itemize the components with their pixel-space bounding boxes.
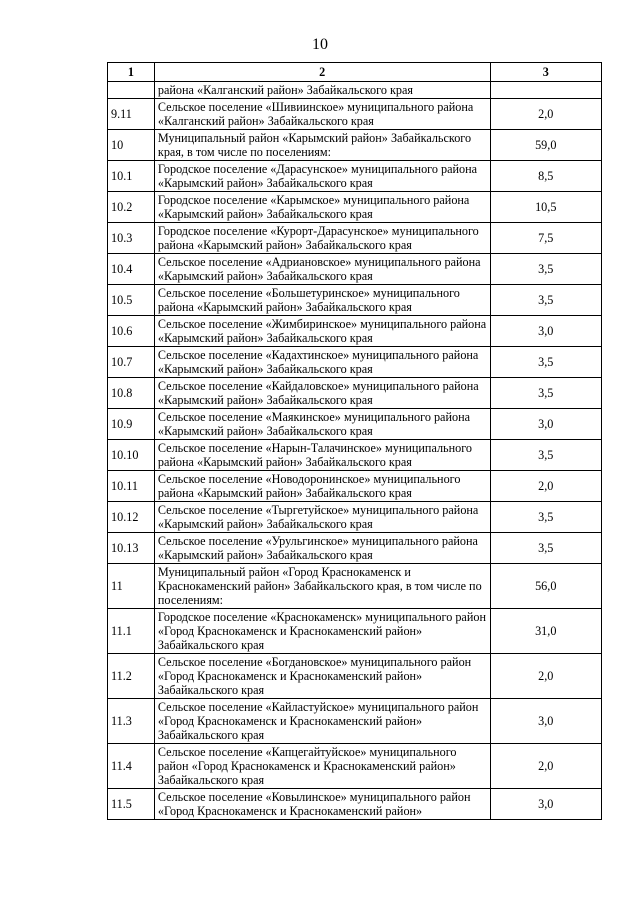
table-row <box>108 789 602 820</box>
column-header-1: 1 <box>108 63 155 82</box>
table-row <box>108 654 602 699</box>
row-number-cell: 10.4 <box>108 254 155 285</box>
row-number-cell: 11.4 <box>108 744 155 789</box>
table-row <box>108 744 602 789</box>
row-value-cell: 3,5 <box>490 533 602 564</box>
row-number-cell: 11.1 <box>108 609 155 654</box>
table-body <box>108 82 602 820</box>
row-name-cell: Муниципальный район «Город Краснокаменск и Краснокаменский район» Забайкальского края, в том числе по поселениям: <box>154 564 490 609</box>
table-row <box>108 378 602 409</box>
settlements-table <box>107 62 602 820</box>
page-number: 10 <box>312 36 328 53</box>
row-name-cell: Городское поселение «Дарасунское» муниципального района «Карымский район» Забайкальского края <box>154 161 490 192</box>
row-name-cell: Сельское поселение «Кайластуйское» муниципального район «Город Краснокаменск и Краснокаменский район» Забайкальского края <box>154 699 490 744</box>
row-name-cell: Сельское поселение «Капцегайтуйское» муниципального район «Город Краснокаменск и Краснокаменский район» Забайкальского края <box>154 744 490 789</box>
row-name-cell: Сельское поселение «Новодоронинское» муниципального района «Карымский район» Забайкальского края <box>154 471 490 502</box>
row-number-cell: 11.2 <box>108 654 155 699</box>
row-value-cell: 59,0 <box>490 130 602 161</box>
column-header-3: 3 <box>490 63 602 82</box>
row-number-cell: 10.2 <box>108 192 155 223</box>
row-value-cell: 8,5 <box>490 161 602 192</box>
row-value-cell: 3,5 <box>490 285 602 316</box>
row-value-cell: 3,5 <box>490 347 602 378</box>
row-name-cell: Городское поселение «Карымское» муниципального района «Карымский район» Забайкальского края <box>154 192 490 223</box>
row-number-cell: 10.11 <box>108 471 155 502</box>
table-row <box>108 409 602 440</box>
row-number-cell: 10.6 <box>108 316 155 347</box>
table-row <box>108 471 602 502</box>
row-name-cell: Сельское поселение «Тыргетуйское» муниципального района «Карымский район» Забайкальского края <box>154 502 490 533</box>
row-name-cell: Сельское поселение «Урульгинское» муниципального района «Карымский район» Забайкальского края <box>154 533 490 564</box>
row-name-cell: Сельское поселение «Кайдаловское» муниципального района «Карымский район» Забайкальского края <box>154 378 490 409</box>
row-value-cell: 10,5 <box>490 192 602 223</box>
row-number-cell: 10.7 <box>108 347 155 378</box>
table-row <box>108 533 602 564</box>
table-row <box>108 699 602 744</box>
table-row <box>108 192 602 223</box>
row-value-cell: 3,5 <box>490 254 602 285</box>
row-name-cell: Городское поселение «Курорт-Дарасунское» муниципального района «Карымский район» Забайкальского края <box>154 223 490 254</box>
row-number-cell: 10.8 <box>108 378 155 409</box>
row-name-cell: Сельское поселение «Кадахтинское» муниципального района «Карымский район» Забайкальского края <box>154 347 490 378</box>
row-value-cell: 56,0 <box>490 564 602 609</box>
row-name-cell: Сельское поселение «Нарын-Талачинское» муниципального района «Карымский район» Забайкальского края <box>154 440 490 471</box>
row-number-cell: 10.5 <box>108 285 155 316</box>
row-value-cell: 3,5 <box>490 440 602 471</box>
row-name-cell: Сельское поселение «Маякинское» муниципального района «Карымский район» Забайкальского края <box>154 409 490 440</box>
table-header-row <box>108 63 602 82</box>
row-number-cell: 11.5 <box>108 789 155 820</box>
row-value-cell: 3,0 <box>490 409 602 440</box>
column-header-2: 2 <box>154 63 490 82</box>
row-value-cell: 31,0 <box>490 609 602 654</box>
row-number-cell: 10.10 <box>108 440 155 471</box>
row-number-cell <box>108 82 155 99</box>
row-value-cell: 3,0 <box>490 699 602 744</box>
row-value-cell: 2,0 <box>490 744 602 789</box>
row-name-cell: Сельское поселение «Большетуринское» муниципального района «Карымский район» Забайкальского края <box>154 285 490 316</box>
table-row <box>108 285 602 316</box>
row-value-cell: 3,5 <box>490 502 602 533</box>
row-name-cell: Сельское поселение «Ковылинское» муниципального район «Город Краснокаменск и Краснокаменский район» <box>154 789 490 820</box>
table-row <box>108 502 602 533</box>
table-row <box>108 99 602 130</box>
row-value-cell: 2,0 <box>490 99 602 130</box>
row-value-cell <box>490 82 602 99</box>
row-number-cell: 10.3 <box>108 223 155 254</box>
row-number-cell: 10 <box>108 130 155 161</box>
row-name-cell: Сельское поселение «Адриановское» муниципального района «Карымский район» Забайкальского края <box>154 254 490 285</box>
table-row <box>108 82 602 99</box>
row-name-cell: Сельское поселение «Жимбиринское» муниципального района «Карымский район» Забайкальского края <box>154 316 490 347</box>
row-number-cell: 11 <box>108 564 155 609</box>
row-name-cell: района «Калганский район» Забайкальского края <box>154 82 490 99</box>
row-value-cell: 3,0 <box>490 316 602 347</box>
table-row <box>108 440 602 471</box>
row-value-cell: 3,5 <box>490 378 602 409</box>
row-name-cell: Городское поселение «Краснокаменск» муниципального район «Город Краснокаменск и Краснокаменский район» Забайкальского края <box>154 609 490 654</box>
table-row <box>108 609 602 654</box>
row-number-cell: 10.13 <box>108 533 155 564</box>
row-value-cell: 3,0 <box>490 789 602 820</box>
row-number-cell: 11.3 <box>108 699 155 744</box>
row-number-cell: 10.12 <box>108 502 155 533</box>
table-row <box>108 161 602 192</box>
table-row <box>108 223 602 254</box>
row-number-cell: 9.11 <box>108 99 155 130</box>
table-row <box>108 254 602 285</box>
row-name-cell: Сельское поселение «Шивиинское» муниципального района «Калганский район» Забайкальского края <box>154 99 490 130</box>
row-value-cell: 2,0 <box>490 471 602 502</box>
table-row <box>108 316 602 347</box>
row-value-cell: 2,0 <box>490 654 602 699</box>
table-row <box>108 130 602 161</box>
row-name-cell: Муниципальный район «Карымский район» Забайкальского края, в том числе по поселениям: <box>154 130 490 161</box>
table-row <box>108 347 602 378</box>
row-number-cell: 10.1 <box>108 161 155 192</box>
row-value-cell: 7,5 <box>490 223 602 254</box>
row-number-cell: 10.9 <box>108 409 155 440</box>
row-name-cell: Сельское поселение «Богдановское» муниципального район «Город Краснокаменск и Краснокаменский район» Забайкальского края <box>154 654 490 699</box>
table-row <box>108 564 602 609</box>
